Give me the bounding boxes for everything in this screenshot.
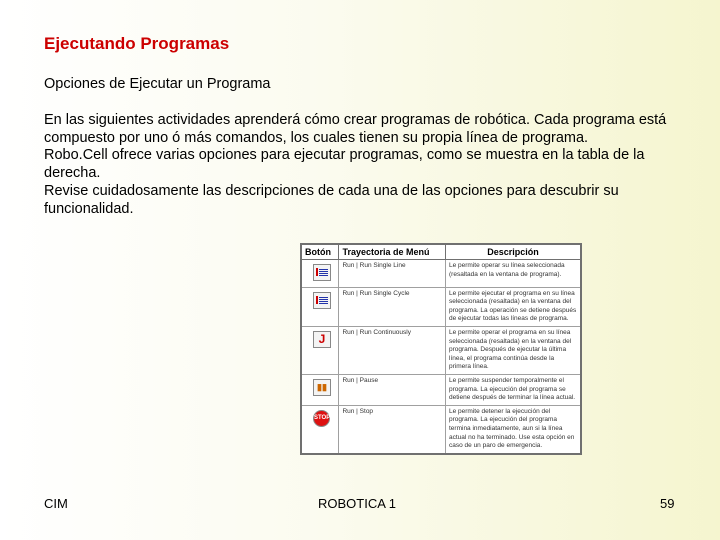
- menu-path-cell: Run | Pause: [339, 374, 446, 405]
- button-cell: [301, 287, 339, 326]
- run-single-line-icon: [313, 264, 331, 281]
- button-cell: [301, 405, 339, 453]
- commands-table: [300, 243, 582, 455]
- footer-left: CIM: [44, 496, 68, 511]
- button-cell: [301, 326, 339, 374]
- menu-path-cell: Run | Run Single Cycle: [339, 287, 446, 326]
- button-cell: [301, 260, 339, 288]
- page-number: 59: [660, 496, 675, 511]
- slide-title: Ejecutando Programas: [44, 34, 230, 53]
- menu-path-cell: Run | Run Single Line: [339, 260, 446, 288]
- table-row: [301, 374, 581, 405]
- paragraph: En las siguientes actividades aprenderá cómo crear programas de robótica. Cada programa está compuesto por uno ó más comandos, los cuales tienen su propia línea de programa.: [44, 112, 667, 146]
- column-header-description: Descripción: [446, 244, 582, 260]
- menu-path-cell: Run | Stop: [339, 405, 446, 453]
- footer-center: ROBOTICA 1: [318, 496, 397, 511]
- pause-icon: ▮▮: [313, 379, 331, 396]
- description-cell: Le permite ejecutar el programa en su línea seleccionada (resaltada) en la ventana del programa. La operación se detiene después de ejecutar todas las líneas de programa.: [446, 287, 582, 326]
- description-cell: Le permite suspender temporalmente el programa. La ejecución del programa se detiene después de terminar la línea actual.: [446, 374, 582, 405]
- column-header-menu-path: Trayectoria de Menú: [339, 244, 446, 260]
- slide-subtitle: Opciones de Ejecutar un Programa: [44, 76, 271, 92]
- run-continuously-icon: J: [313, 331, 331, 348]
- table-row: [301, 260, 581, 288]
- description-cell: Le permite operar su línea seleccionada (resaltada en la ventana de programa).: [446, 260, 582, 288]
- description-cell: Le permite detener la ejecución del programa. La ejecución del programa termina inmediatamente, aun si la línea actual no ha terminado. Use esta opción en caso de un paro de emergencia.: [446, 405, 582, 453]
- menu-path-cell: Run | Run Continuously: [339, 326, 446, 374]
- button-cell: [301, 374, 339, 405]
- table-row: [301, 287, 581, 326]
- body-text: [44, 112, 684, 218]
- paragraph: Robo.Cell ofrece varias opciones para ejecutar programas, como se muestra en la tabla de la derecha.: [44, 147, 645, 182]
- table-header-row: [301, 244, 581, 260]
- stop-icon: STOP: [313, 410, 330, 427]
- table-row: [301, 405, 581, 453]
- description-cell: Le permite operar el programa en su línea seleccionada (resaltada) en la ventana del programa. Después de ejecutar la última línea, el programa continúa desde la primera línea.: [446, 326, 582, 374]
- column-header-button: Botón: [301, 244, 339, 260]
- table-row: [301, 326, 581, 374]
- paragraph: Revise cuidadosamente las descripciones de cada una de las opciones para descubrir su funcionalidad.: [44, 182, 619, 217]
- run-single-cycle-icon: [313, 292, 331, 309]
